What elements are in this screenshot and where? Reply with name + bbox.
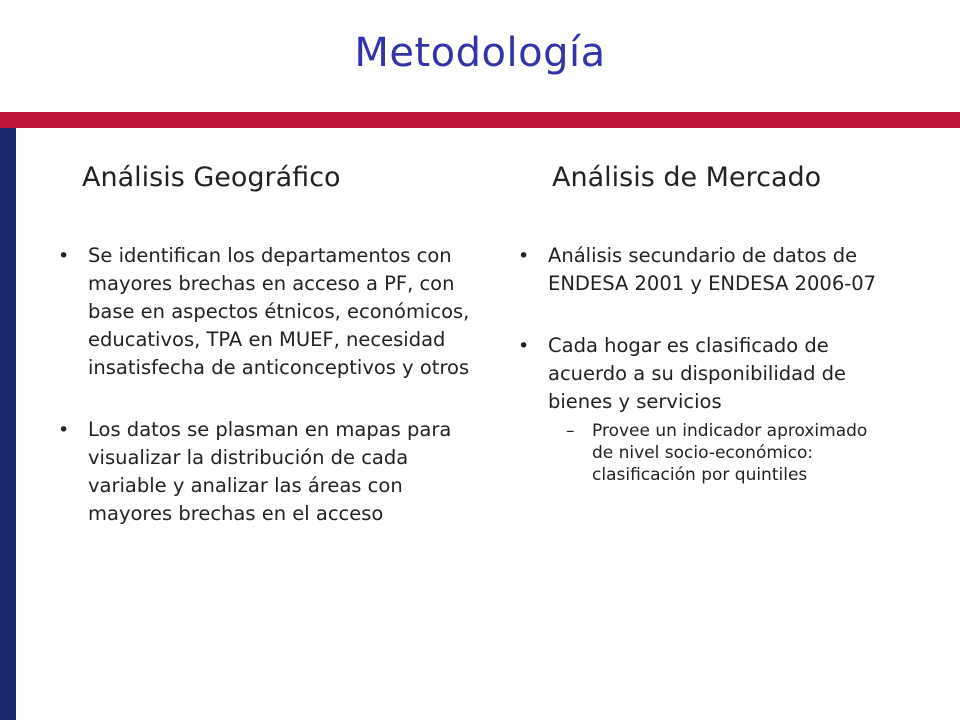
title-divider-bar <box>0 112 960 128</box>
bullet-text: Cada hogar es clasificado de acuerdo a su disponibilidad de bienes y servicios <box>548 334 847 413</box>
list-item <box>50 242 480 382</box>
sub-list-item <box>510 420 892 486</box>
right-bullet-list <box>510 242 910 486</box>
bullet-text: Se identifican los departamentos con mayores brechas en acceso a PF, con base en aspectos étnicos, económicos, educativos, TPA en MUEF, necesidad insatisfecha de anticonceptivos y otros <box>88 244 470 379</box>
bullet-icon: • <box>518 245 530 267</box>
list-item <box>510 242 888 298</box>
bullet-icon: • <box>58 419 70 441</box>
sub-bullet-text: Provee un indicador aproximado de nivel socio-económico: clasificación por quintiles <box>592 421 868 485</box>
bullet-text: Análisis secundario de datos de ENDESA 2001 y ENDESA 2006-07 <box>548 244 877 295</box>
side-accent-bar <box>0 128 16 720</box>
slide-title: Metodología <box>354 30 606 76</box>
left-bullet-list <box>50 242 480 562</box>
bullet-icon: • <box>518 335 530 357</box>
right-column-heading: Análisis de Mercado <box>552 162 822 193</box>
list-item <box>510 332 888 416</box>
left-column-heading: Análisis Geográfico <box>82 162 341 193</box>
bullet-text: Los datos se plasman en mapas para visualizar la distribución de cada variable y analizar las áreas con mayores brechas en el acceso <box>88 418 452 525</box>
dash-icon: – <box>566 421 575 441</box>
bullet-icon: • <box>58 245 70 267</box>
list-item <box>50 416 480 528</box>
